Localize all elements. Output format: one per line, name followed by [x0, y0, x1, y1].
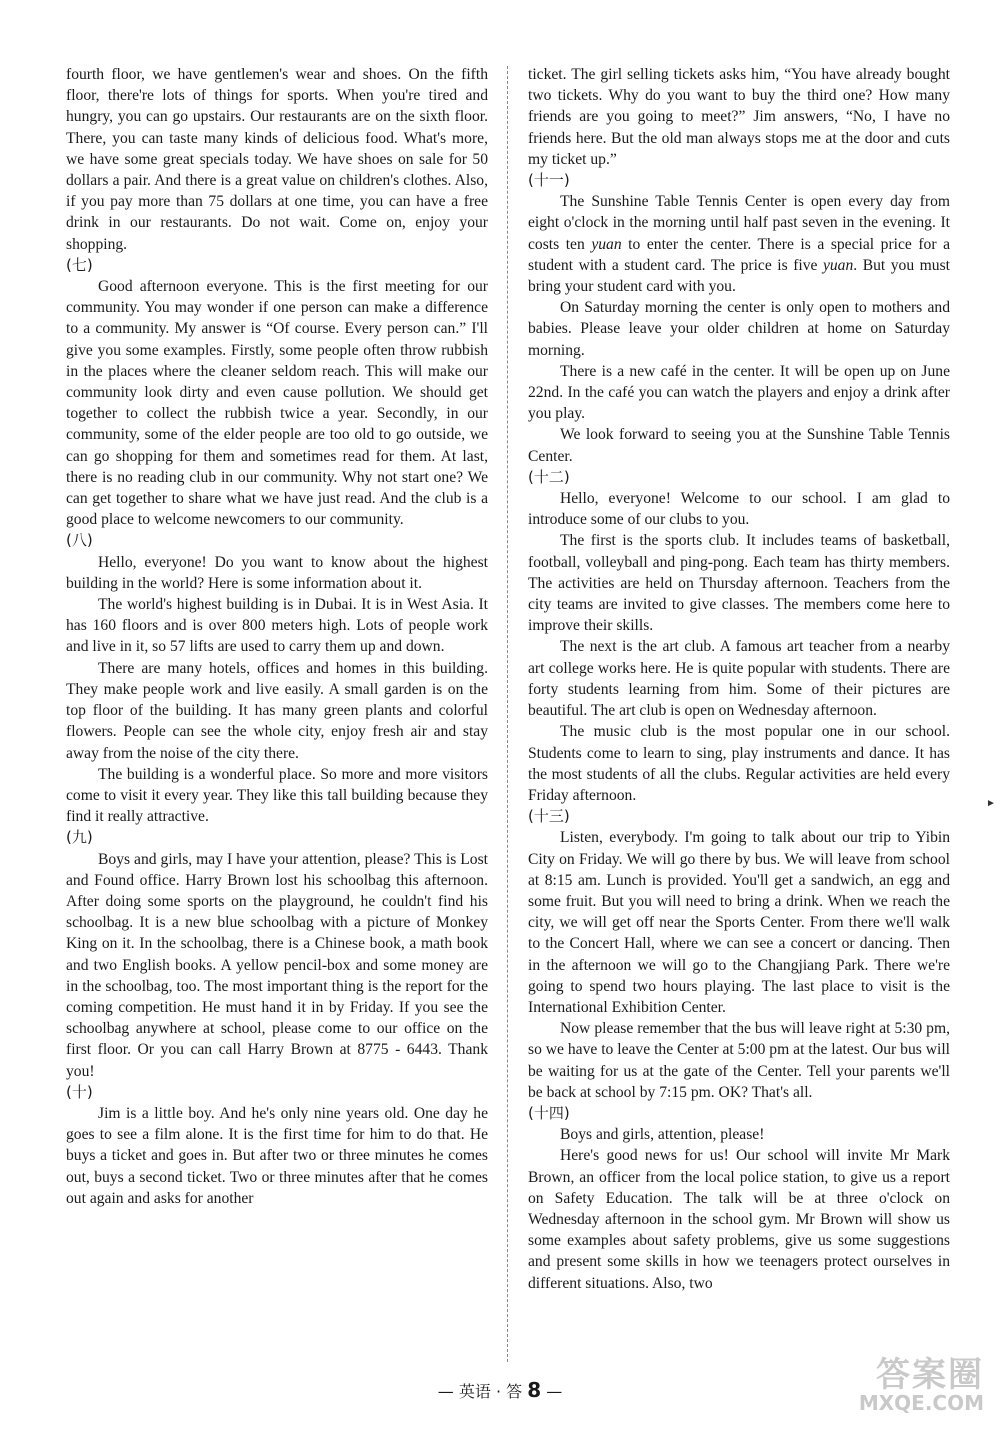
section-label: (十三) — [528, 807, 570, 826]
paragraph: Listen, everybody. I'm going to talk about our trip to Yibin City on Friday. We will go there by bus. We will leave from school at 8:15 am. Lunch is provided. You'll get a sandwich, an egg and some fruit. But you will need to bring a drink. When we reach the city, we will get off near the Sports Center. From there we'll walk to the Concert Hall, where we can see a concert or dancing. Then in the afternoon we will go to the Changjiang Park. There we're going to spend two hours playing. The last place to visit is the International Exhibition Center. — [528, 829, 950, 1016]
paragraph: ticket. The girl selling tickets asks him, “You have already bought two tickets. Why do you want to buy the third one? How many friends are you going to meet?” Jim answers, “No, I have no friends here. But the old man always stops me at the door and cuts my ticket up.” — [528, 66, 950, 168]
watermark-mark: 答案圈 — [876, 1355, 984, 1395]
paragraph: The first is the sports club. It includes teams of basketball, football, volleyball and ping-pong. Each team has thirty members. The activities are held on Thursday afternoon. Teachers from the city teams are invited to give classes. The members come here to improve their skills. — [528, 532, 950, 635]
section-label: (十二) — [528, 467, 570, 486]
column-divider — [507, 66, 508, 1362]
section-label: (八) — [66, 531, 93, 550]
margin-arrow-icon: ► — [986, 798, 996, 809]
left-column — [66, 64, 488, 1209]
paragraph: Hello, everyone! Do you want to know about the highest building in the world? Here is some information about it. — [66, 553, 488, 592]
paragraph: There are many hotels, offices and homes in this building. They make people work and live easily. A small garden is on the top floor of the building. It has many green plants and colorful flowers. People can see the whole city, enjoy fresh air and stay away from the noise of the city there. — [66, 659, 488, 762]
watermark-logo — [834, 1357, 984, 1413]
paragraph: Good afternoon everyone. This is the first meeting for our community. You may wonder if one person can make a difference to a community. My answer is “Of course. Every person can.” I'll give you some examples. Firstly, some people often throw rubbish in the places where the cleaner seldom reach. This will make our community look dirty and even cause pollution. We should get together to collect the rubbish twice a year. Secondly, in our community, some of the elder people are too old to go outside, we can go shopping for them and sometimes read for them. At last, there is no reading club in our community. Why not start one? We can get together to share what we have just read. And the club is a good place to welcome newcomers to our community. — [66, 278, 488, 529]
page-number: 8 — [527, 1378, 542, 1402]
paragraph: Boys and girls, may I have your attention, please? This is Lost and Found office. Harry Brown lost his schoolbag this afternoon. After doing some sports on the playground, he couldn't find his schoolbag. It is a new blue schoolbag with a picture of Monkey King on it. In the schoolbag, there is a Chinese book, a math book and two English books. A yellow pencil-box and some money are in the schoolbag, too. The most important thing is the report for the coming competition. He must hand it in by Friday. If you see the schoolbag anywhere at school, please come to our office on the first floor. Or you can call Harry Brown at 8775 - 6443. Thank you! — [66, 850, 488, 1080]
watermark-url: MXQE.COM — [858, 1391, 984, 1415]
paragraph: Hello, everyone! Welcome to our school. I am glad to introduce some of our clubs to you. — [528, 490, 950, 529]
italic-word: yuan — [822, 256, 854, 274]
paragraph: We look forward to seeing you at the Sunshine Table Tennis Center. — [528, 426, 950, 465]
footer-suffix: — — [541, 1382, 563, 1401]
paragraph: Boys and girls, attention, please! — [560, 1126, 765, 1144]
paragraph: Now please remember that the bus will leave right at 5:30 pm, so we have to leave the Center at 5:00 pm at the latest. Our bus will be waiting for us at the gate of the Center. Tell your parents we'll be back at school by 7:15 pm. OK? That's all. — [528, 1020, 950, 1101]
paragraph: Jim is a little boy. And he's only nine years old. One day he goes to see a film alone. It is the first time for him to do that. He buys a ticket and goes in. But after two or three minutes he comes out, buys a second ticket. Two or three minutes after that he comes out again and asks for another — [66, 1104, 488, 1207]
paragraph: The building is a wonderful place. So more and more visitors come to visit it every year. They like this tall building because they find it really attractive. — [66, 765, 488, 826]
paragraph: The Sunshine Table Tennis Center is open every day from eight o'clock in the morning until half past seven in the evening. It costs ten yuan to enter the center. There is a special price for a student with a student card. The price is five yuan. But you must bring your student card with you. — [528, 193, 951, 296]
section-label: (七) — [66, 255, 93, 274]
paragraph: On Saturday morning the center is only open to mothers and babies. Please leave your older children at home on Saturday morning. — [528, 299, 950, 359]
section-label: (十一) — [528, 171, 570, 190]
right-column — [528, 64, 950, 1294]
paragraph: The next is the art club. A famous art teacher from a nearby art college works here. He is quite popular with students. There are forty students learning from him. Some of their pictures are beautiful. The art club is open on Wednesday afternoon. — [528, 638, 950, 720]
paragraph: The world's highest building is in Dubai. It is in West Asia. It has 160 floors and is over 800 meters high. Lots of people work and live in it, so 57 lifts are used to carry them up and down. — [66, 596, 488, 656]
section-label: (十) — [66, 1082, 93, 1101]
section-label: (九) — [66, 828, 93, 847]
footer-prefix: — 英语 · 答 — [437, 1382, 528, 1401]
section-label: (十四) — [528, 1103, 570, 1122]
paragraph: There is a new café in the center. It will be open up on June 22nd. In the café you can watch the players and enjoy a drink after you play. — [528, 362, 950, 423]
paragraph: fourth floor, we have gentlemen's wear and shoes. On the fifth floor, there're lots of things for sports. When you're tired and hungry, you can go upstairs. Our restaurants are on the sixth floor. There, you can taste many kinds of delicious food. What's more, we have some great specials today. We have shoes on sale for 50 dollars a pair. And there is a great value on children's clothes. Also, if you pay more than 75 dollars at one time, you can have a free drink in our restaurants. Do not wait. Come on, enjoy your shopping. — [66, 66, 488, 253]
paragraph: The music club is the most popular one in our school. Students come to learn to sing, play instruments and dance. It has the most students of all the clubs. Regular activities are held every Friday afternoon. — [528, 723, 950, 804]
paragraph: Here's good news for us! Our school will invite Mr Mark Brown, an officer from the local police station, to give us a report on Safety Education. The talk will be at three o'clock on Wednesday afternoon in the school gym. Mr Brown will show us some examples about safety problems, give us some suggestions and present some skills in how we teenagers protect ourselves in different situations. Also, two — [528, 1147, 950, 1292]
italic-word: yuan — [591, 235, 622, 253]
